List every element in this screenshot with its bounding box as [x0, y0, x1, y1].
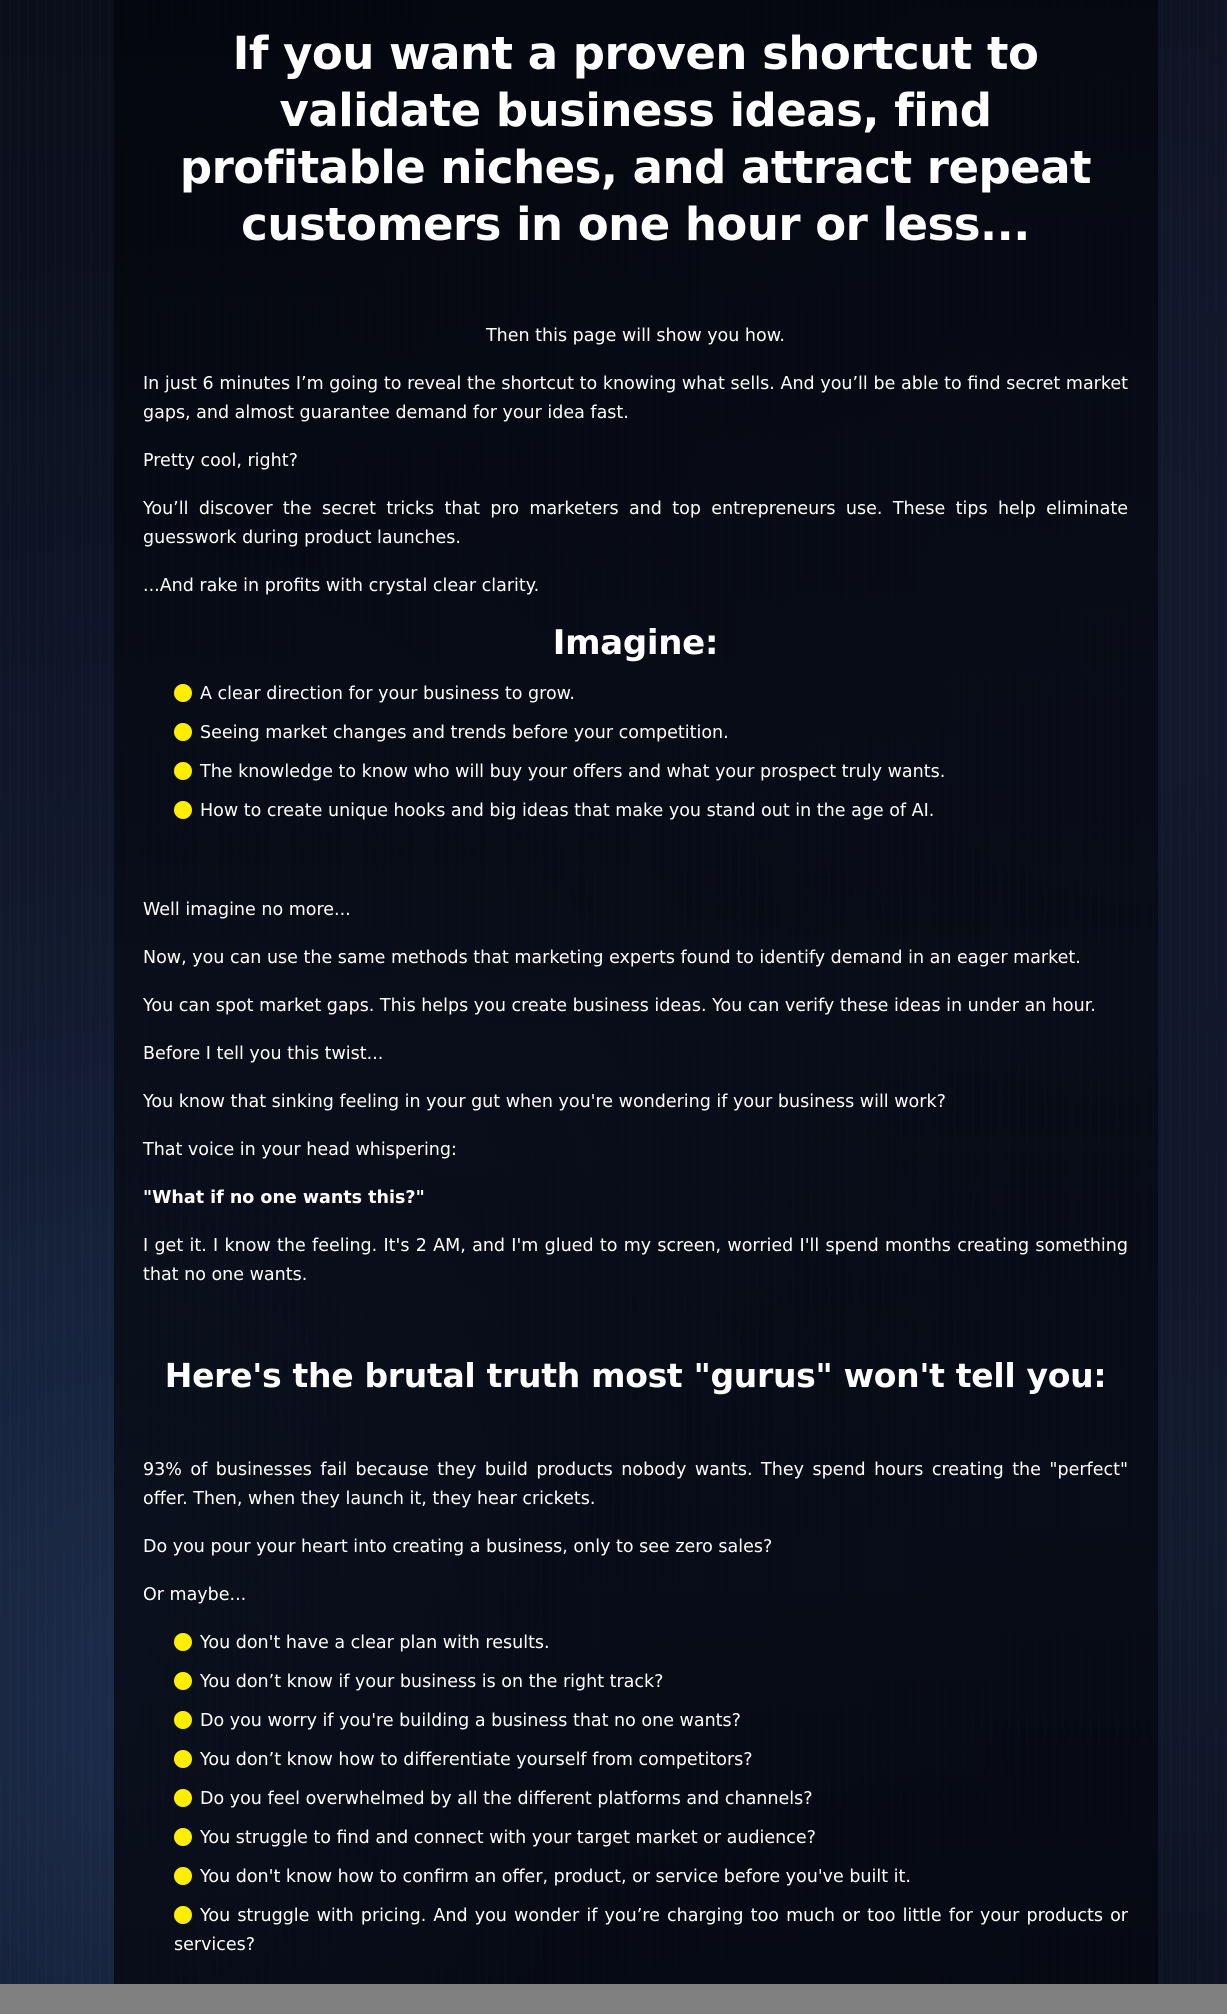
truth-heading: Here's the brutal truth most "gurus" won't tell you: — [164, 1356, 1107, 1395]
truth-paragraph-1: 93% of businesses fail because they build products nobody wants. They spend hours creating the "perfect" offer. Then, when they launch it, they hear crickets. — [143, 1460, 1128, 1509]
list-item: You don't know how to confirm an offer, product, or service before you've built it. — [174, 1863, 1128, 1892]
story-paragraph-1: Well imagine no more... — [143, 900, 351, 920]
story-quote: "What if no one wants this?" — [143, 1188, 425, 1208]
story-paragraph-7: I get it. I know the feeling. It's 2 AM, and I'm glued to my screen, worried I'll spend months creating something that no one wants. — [143, 1236, 1128, 1285]
list-item: You struggle to find and connect with your target market or audience? — [174, 1824, 1128, 1853]
list-item: Do you feel overwhelmed by all the different platforms and channels? — [174, 1785, 1128, 1814]
list-item: Do you worry if you're building a business that no one wants? — [174, 1707, 1128, 1736]
yellow-dot-icon — [174, 1867, 192, 1885]
yellow-dot-icon — [174, 1672, 192, 1690]
yellow-dot-icon — [174, 1633, 192, 1651]
yellow-dot-icon — [174, 1906, 192, 1924]
yellow-dot-icon — [174, 1750, 192, 1768]
list-item: You don't have a clear plan with results. — [174, 1629, 1128, 1658]
list-item: The knowledge to know who will buy your offers and what your prospect truly wants. — [174, 758, 1128, 787]
imagine-list — [143, 680, 1128, 826]
imagine-heading: Imagine: — [552, 623, 719, 663]
yellow-dot-icon — [174, 723, 192, 741]
list-item: How to create unique hooks and big ideas that make you stand out in the age of AI. — [174, 797, 1128, 826]
story-paragraph-4: Before I tell you this twist... — [143, 1044, 384, 1064]
intro-paragraph-4: ...And rake in profits with crystal clear clarity. — [143, 576, 540, 596]
list-item: A clear direction for your business to grow. — [174, 680, 1128, 709]
intro-paragraph-3: You’ll discover the secret tricks that pro marketers and top entrepreneurs use. These tips help eliminate guesswork during product launches. — [143, 499, 1128, 548]
yellow-dot-icon — [174, 762, 192, 780]
list-item: You don’t know if your business is on the right track? — [174, 1668, 1128, 1697]
pain-points-list — [143, 1629, 1128, 1960]
yellow-dot-icon — [174, 684, 192, 702]
hero-headline: If you want a proven shortcut to validate business ideas, find profitable niches, and attract repeat customers in one hour or less... — [179, 27, 1092, 251]
list-item: Seeing market changes and trends before your competition. — [174, 719, 1128, 748]
story-paragraph-2: Now, you can use the same methods that marketing experts found to identify demand in an eager market. — [143, 948, 1081, 968]
intro-paragraph-1: In just 6 minutes I’m going to reveal the shortcut to knowing what sells. And you’ll be able to find secret market gaps, and almost guarantee demand for your idea fast. — [143, 374, 1128, 423]
truth-paragraph-2: Do you pour your heart into creating a business, only to see zero sales? — [143, 1537, 773, 1557]
list-item: You struggle with pricing. And you wonder if you’re charging too much or too little for your products or services? — [174, 1906, 1128, 1955]
intro-paragraph-2: Pretty cool, right? — [143, 451, 298, 471]
sales-page-content — [143, 0, 1128, 1970]
story-paragraph-6: That voice in your head whispering: — [143, 1140, 457, 1160]
yellow-dot-icon — [174, 1828, 192, 1846]
yellow-dot-icon — [174, 1789, 192, 1807]
yellow-dot-icon — [174, 1711, 192, 1729]
truth-paragraph-3: Or maybe... — [143, 1585, 247, 1605]
intro-tagline: Then this page will show you how. — [485, 326, 785, 346]
list-item: You don’t know how to differentiate yourself from competitors? — [174, 1746, 1128, 1775]
bottom-gray-bar — [0, 1984, 1227, 2014]
story-paragraph-3: You can spot market gaps. This helps you create business ideas. You can verify these ideas in under an hour. — [143, 996, 1096, 1016]
story-paragraph-5: You know that sinking feeling in your gut when you're wondering if your business will work? — [143, 1092, 946, 1112]
yellow-dot-icon — [174, 801, 192, 819]
